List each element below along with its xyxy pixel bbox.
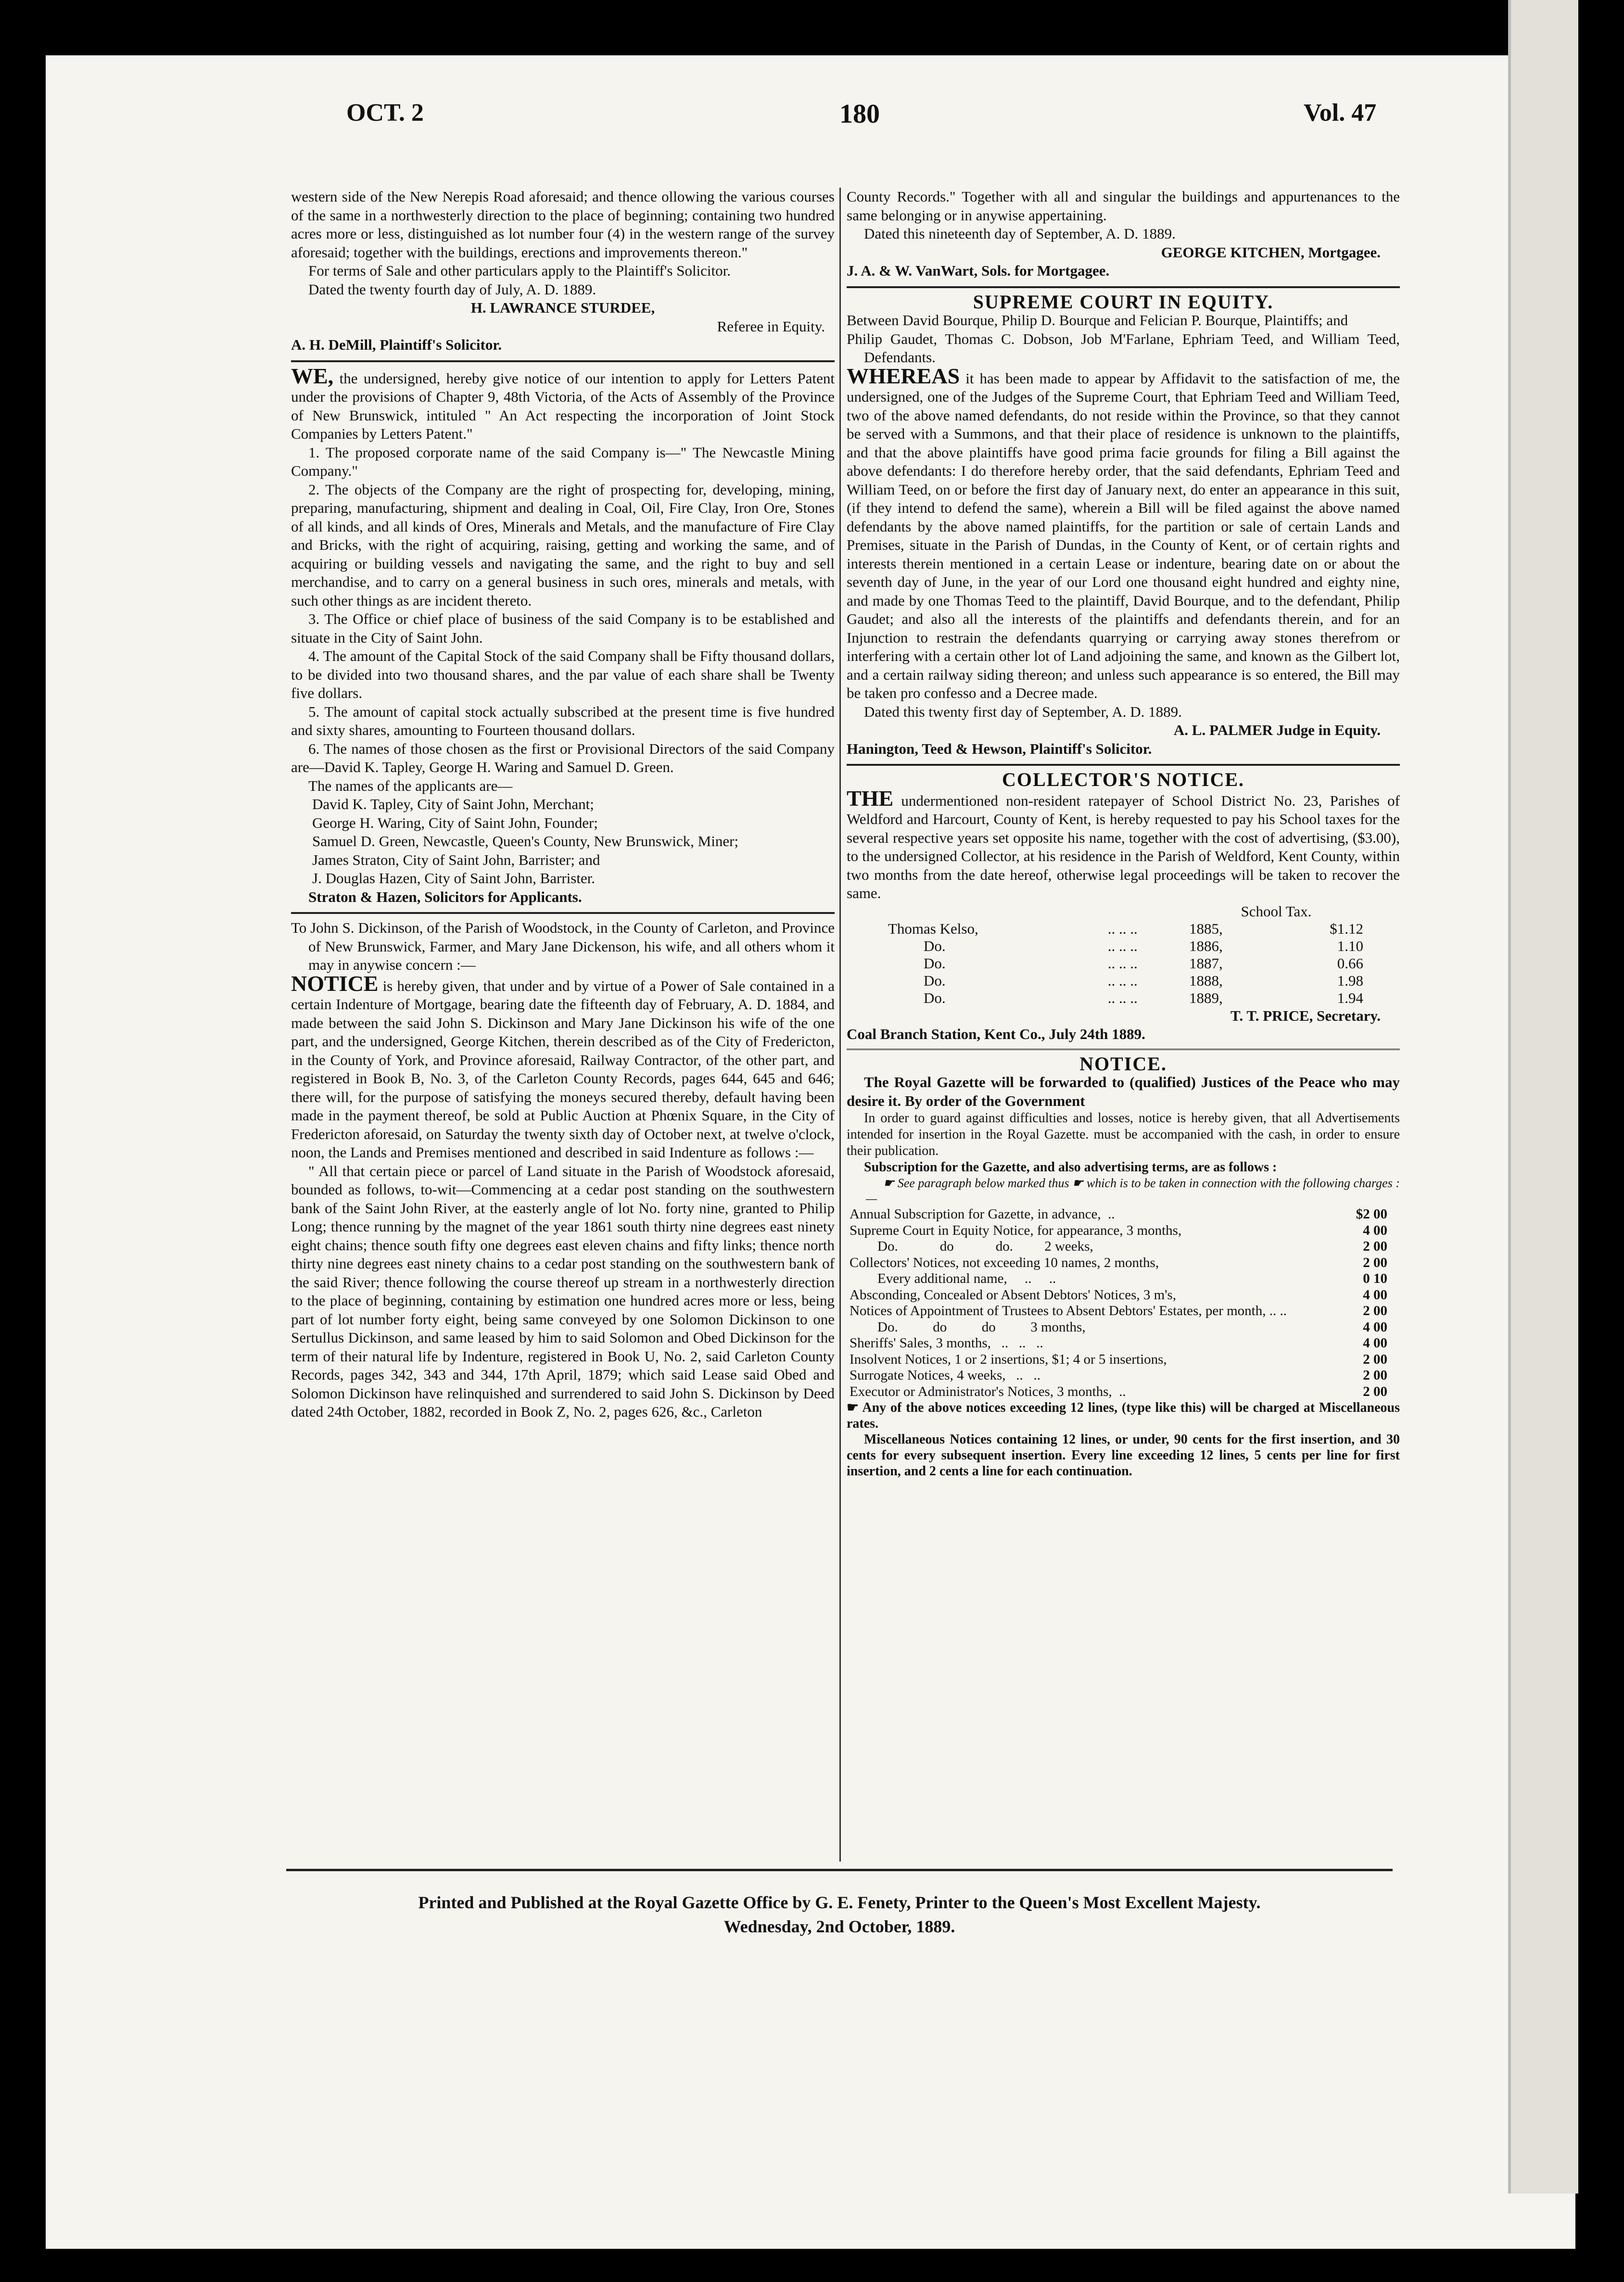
- notice-text: Subscription for the Gazette, and also advertising terms, are as follows :: [864, 1160, 1277, 1175]
- tax-amount: 0.66: [1337, 954, 1363, 972]
- notice-pointer: [847, 1176, 1400, 1206]
- fees-table: [847, 1206, 1390, 1400]
- fee-row: [847, 1352, 1390, 1368]
- tax-dots: .. .. ..: [1107, 937, 1138, 954]
- applicant: Samuel D. Green, Newcastle, Queen's County, New Brunswick, Miner;: [312, 833, 739, 849]
- mortgage-lead: NOTICE: [291, 971, 379, 996]
- divider: [291, 360, 835, 362]
- tax-header-row: [885, 903, 1366, 920]
- equity-dated: Dated this twenty first day of September, A. D. 1889.: [864, 703, 1182, 720]
- tax-row: [885, 938, 1366, 955]
- mining-item: 5. The amount of capital stock actually subscribed at the present time is five hundred and sixty shares, amounting to Fourteen thousand dollars.: [291, 703, 835, 738]
- notice-text: The Royal Gazette will be forwarded to (qualified) Justices of the Peace who may desire it. By order of the Government: [847, 1074, 1400, 1109]
- collector-signature: T. T. PRICE, Secretary.: [1231, 1007, 1381, 1024]
- fee-item: Do. do do 3 months,: [850, 1319, 1086, 1335]
- mortgage-text: is hereby given, that under and by virtue of a Power of Sale contained in a certain Indenture of Mortgage, bearing date the fifteenth day of February, A. D. 1884, and made between the said John S. Dickinson and Mary Jane Dickinson his wife of the one part, and the undersigned, George Kitchen, therein described as of the City of Fredericton, in the County of York, and Province aforesaid, Railway Contractor, of the other part, and registered in Book B, No. 3, of the Carleton County Records, pages 644, 645 and 646; there will, for the purpose of satisfying the moneys secured thereby, default having been made in the payment thereof, be sold at Public Auction at Phœnix Square, in the City of Fredericton aforesaid, on Saturday the twenty sixth day of October next, at twelve o'clock, noon, the Lands and Premises mentioned and described in said Indenture as follows :—: [291, 977, 835, 1161]
- mining-intro-text: the undersigned, hereby give notice of our intention to apply for Letters Patent under the provisions of Chapter 9, 48th Victoria, of the Acts of Assembly of the Province of New Brunswick, intituled " An Act respecting the incorporation of Joint Stock Companies by Letters Patent.": [291, 369, 835, 442]
- pointing-hand-icon: ☛: [883, 1176, 898, 1190]
- applicant: J. Douglas Hazen, City of Saint John, Barrister.: [312, 870, 596, 887]
- pointing-hand-icon: ☛: [847, 1400, 863, 1415]
- tax-name: Thomas Kelso,: [888, 920, 978, 937]
- tax-row: [885, 920, 1366, 938]
- fee-amount: 2 00: [1363, 1255, 1387, 1270]
- tax-dots: .. .. ..: [1107, 972, 1138, 989]
- tax-header: School Tax.: [1241, 902, 1312, 920]
- collector-text: undermentioned non-resident ratepayer of School District No. 23, Parishes of Weldford and Harcourt, County of Kent, is hereby requested to pay his School taxes for the several respective years set opposite his name, together with the cost of advertising, ($3.00), to the undersigned Collector, at his residence in the Parish of Weldford, Kent County, within two months from the date hereof, otherwise legal proceedings will be taken to recover the same.: [847, 792, 1400, 901]
- equity-lead: WHEREAS: [847, 363, 960, 388]
- fee-row: [847, 1303, 1390, 1319]
- tax-row: [885, 989, 1366, 1007]
- equity-heading: SUPREME COURT IN EQUITY.: [973, 291, 1274, 313]
- fee-item: Every additional name, .. ..: [850, 1271, 1056, 1286]
- divider: [847, 764, 1400, 766]
- tax-table: [885, 903, 1366, 1007]
- tax-amount: $1.12: [1330, 920, 1363, 937]
- applicant: George H. Waring, City of Saint John, Founder;: [312, 814, 598, 831]
- notice-text: In order to guard against difficulties and losses, notice is hereby given, that all Advertisements intended for insertion in the Royal Gazette. must be accompanied with the cash, in order to ensure their publication.: [847, 1111, 1400, 1158]
- tax-year: 1886,: [1189, 937, 1223, 954]
- collector-place: Coal Branch Station, Kent Co., July 24th 1889.: [847, 1026, 1145, 1042]
- sale-text: western side of the New Nerepis Road aforesaid; and thence ollowing the various courses of the same in a northwesterly direction to the place of beginning; containing two hundred acres more or less, distinguished as lot number four (4) in the western range of the survey aforesaid; together with the buildings, erections and improvements thereon.": [291, 188, 835, 261]
- fee-amount: 4 00: [1363, 1287, 1387, 1303]
- tax-year: 1887,: [1189, 954, 1223, 972]
- notice-misc: Miscellaneous Notices containing 12 lines, or under, 90 cents for the first insertion, and 30 cents for every subsequent insertion. Every line exceeding 12 lines, 5 cents per line for first insertion, and 2 cents a line for each continuation.: [847, 1432, 1400, 1479]
- fee-amount: 2 00: [1363, 1368, 1387, 1383]
- equity-text: it has been made to appear by Affidavit to the satisfaction of me, the undersigned, one of the Judges of the Supreme Court, that Ephriam Teed and William Teed, two of the above named defendants, do not reside within the Province, so that they cannot be served with a Summons, and that their place of residence is unknown to the plaintiffs, and that the above plaintiffs have good prima facie grounds for filing a Bill against the above defendants: I do therefore hereby order, that the said defendants, Ephriam Teed and William Teed, on or before the first day of January next, do enter an appearance in this suit, (if they intend to defend the same), wherein a Bill will be filed against the above named defendants by the above named plaintiffs, for the partition or sale of certain Lands and Premises, situate in the Parish of Dundas, in the County of Kent, or of certain rights and interests therein mentioned in a certain Lease or indenture, bearing date on or about the seventh day of June, in the year of our Lord one thousand eight hundred and eighty nine, and made by one Thomas Teed to the plaintiff, David Bourque, and to the defendant, Philip Gaudet; and also all the interests of the plaintiffs and defendants therein, and for an Injunction to restrain the defendants quarrying or carrying away stones therefrom or interfering with a certain other lot of Land adjoining the same, and known as the Gilbert lot, and a certain railway siding thereon; and unless such appearance is so entered, the Bill may be taken pro confesso and a Decree made.: [847, 369, 1400, 701]
- fee-item: Annual Subscription for Gazette, in advance, ..: [850, 1206, 1115, 1222]
- fee-amount: 4 00: [1363, 1222, 1387, 1238]
- tax-row: [885, 955, 1366, 972]
- tax-amount: 1.94: [1337, 989, 1363, 1006]
- sale-signature: H. LAWRANCE STURDEE,: [470, 299, 655, 316]
- collector-notice: [847, 786, 1400, 903]
- mining-intro: [291, 363, 835, 444]
- left-column: [291, 188, 835, 1421]
- fee-row: [847, 1368, 1390, 1384]
- fee-amount: 2 00: [1363, 1383, 1387, 1399]
- fee-row: [847, 1255, 1390, 1271]
- imprint-line: Printed and Published at the Royal Gazette Office by G. E. Fenety, Printer to the Queen's Most Excellent Majesty.: [418, 1893, 1261, 1912]
- imprint: [279, 1890, 1400, 1939]
- fee-item: Do. do do. 2 weeks,: [850, 1239, 1093, 1254]
- page-edge: [1508, 0, 1578, 2193]
- tax-amount: 1.98: [1337, 972, 1363, 989]
- fee-amount: 4 00: [1363, 1319, 1387, 1335]
- fee-row: [847, 1206, 1390, 1223]
- equity-party: Between David Bourque, Philip D. Bourque and Felician P. Bourque, Plaintiffs; and: [847, 312, 1348, 329]
- mining-item: The names of the applicants are—: [308, 777, 513, 794]
- applicant: David K. Tapley, City of Saint John, Merchant;: [312, 796, 594, 812]
- tax-dots: .. .. ..: [1107, 920, 1138, 937]
- fee-item: Notices of Appointment of Trustees to Absent Debtors' Estates, per month, .. ..: [850, 1303, 1287, 1318]
- equity-party: Philip Gaudet, Thomas C. Dobson, Job M'Farlane, Ephriam Teed, and William Teed, Defendants.: [847, 330, 1400, 366]
- column-divider: [839, 188, 841, 1862]
- tax-year: 1888,: [1189, 972, 1223, 989]
- sale-signature-title: Referee in Equity.: [717, 317, 825, 335]
- notice-footnote-text: Any of the above notices exceeding 12 lines, (type like this) will be charged at Miscellaneous rates.: [847, 1400, 1400, 1431]
- footer-rule: [286, 1869, 1393, 1871]
- tax-row: [885, 972, 1366, 989]
- tax-dots: .. .. ..: [1107, 954, 1138, 972]
- notice-footnote: [847, 1400, 1400, 1432]
- divider: [291, 912, 835, 914]
- mortgage-signature: GEORGE KITCHEN, Mortgagee.: [1161, 243, 1381, 261]
- tax-year: 1885,: [1189, 920, 1223, 937]
- equity-notice: [847, 363, 1400, 703]
- mining-item: 4. The amount of the Capital Stock of the said Company shall be Fifty thousand dollars, to be divided into two thousand shares, and the par value of each share shall be Twenty five dollars.: [291, 647, 835, 701]
- tax-name: Do.: [924, 937, 946, 954]
- fee-amount: 2 00: [1363, 1303, 1387, 1318]
- mortgage-notice: [291, 971, 835, 1162]
- fee-item: Executor or Administrator's Notices, 3 months, ..: [850, 1383, 1126, 1399]
- header-date: OCT. 2: [346, 99, 424, 127]
- fee-row: [847, 1271, 1390, 1287]
- notice-pointer-text: See paragraph below marked thus ☛ which is to be taken in connection with the following charges :—: [866, 1176, 1400, 1205]
- tax-dots: .. .. ..: [1107, 989, 1138, 1006]
- fee-row: [847, 1319, 1390, 1336]
- mortgage-land: " All that certain piece or parcel of Land situate in the Parish of Woodstock aforesaid, bounded as follows, to-wit—Commencing at a cedar post standing on the southwestern bank of the Saint John River, at the easterly angle of lot No. forty nine, granted to Philip Long; thence running by the magnet of the year 1861 south thirty nine degrees east ninety eight chains; thence south fifty one degrees east eleven chains and fifty links; thence north thirty nine degrees east ninety chains to a cedar post standing on the southwestern bank of the said River; thence following the course thereof up stream in a northwesterly direction to the place of beginning, containing by estimation one hundred acres more or less, being part of lot number forty eight, being same conveyed by one Solomon Dickinson to one Sertullus Dickinson, and same leased by him to said Solomon and Obed Dickinson for the term of their natural life by Indenture, registered in Book U, No. 2, said Carleton County Records, pages 342, 343 and 344, 17th April, 1879; which said Lease said Obed and Solomon Dickinson have relinquished and surrendered to said John S. Dickinson by Deed dated 24th October, 1882, recorded in Book Z, No. 2, pages 626, &c., Carleton: [291, 1162, 835, 1420]
- sale-terms: For terms of Sale and other particulars apply to the Plaintiff's Solicitor.: [308, 262, 731, 279]
- sale-solicitor: A. H. DeMill, Plaintiff's Solicitor.: [291, 336, 502, 353]
- sale-dated: Dated the twenty fourth day of July, A. D. 1889.: [308, 280, 596, 298]
- fee-amount: 0 10: [1363, 1271, 1387, 1286]
- fee-item: Absconding, Concealed or Absent Debtors' Notices, 3 m's,: [850, 1287, 1176, 1303]
- fee-amount: $2 00: [1356, 1206, 1387, 1222]
- fee-amount: 2 00: [1363, 1239, 1387, 1254]
- fee-item: Collectors' Notices, not exceeding 10 names, 2 months,: [850, 1255, 1159, 1270]
- fee-row: [847, 1223, 1390, 1239]
- divider: [847, 286, 1400, 288]
- tax-name: Do.: [924, 954, 946, 972]
- fee-amount: 4 00: [1363, 1335, 1387, 1351]
- tax-year: 1889,: [1189, 989, 1223, 1006]
- collector-lead: THE: [847, 786, 894, 811]
- divider: [847, 1049, 1400, 1050]
- fee-amount: 2 00: [1363, 1351, 1387, 1367]
- fee-row: [847, 1287, 1390, 1304]
- mining-solicitors: Straton & Hazen, Solicitors for Applicants.: [308, 888, 582, 905]
- fee-item: Surrogate Notices, 4 weeks, .. ..: [850, 1368, 1041, 1383]
- fee-item: Sheriffs' Sales, 3 months, .. .. ..: [850, 1335, 1043, 1351]
- fee-item: Insolvent Notices, 1 or 2 insertions, $1; 4 or 5 insertions,: [850, 1351, 1167, 1367]
- mortgage-address: To John S. Dickinson, of the Parish of Woodstock, in the County of Carleton, and Province of New Brunswick, Farmer, and Mary Jane Dickenson, his wife, and all others whom it may in anywise concern :—: [291, 919, 835, 973]
- collector-heading: COLLECTOR'S NOTICE.: [1002, 769, 1245, 790]
- mortgage-cont: County Records." Together with all and singular the buildings and appurtenances to the same belonging or in anywise appertaining.: [847, 188, 1400, 224]
- fee-row: [847, 1239, 1390, 1255]
- equity-signature: A. L. PALMER Judge in Equity.: [1173, 722, 1381, 738]
- notice-heading: NOTICE.: [1079, 1052, 1167, 1075]
- tax-amount: 1.10: [1337, 937, 1363, 954]
- header-page-number: 180: [839, 99, 880, 129]
- mining-item: 6. The names of those chosen as the first or Provisional Directors of the said Company are—David K. Tapley, George H. Waring and Samuel D. Green.: [291, 740, 835, 775]
- fee-row: [847, 1384, 1390, 1400]
- tax-name: Do.: [924, 989, 946, 1006]
- mortgage-solicitors: J. A. & W. VanWart, Sols. for Mortgagee.: [847, 262, 1110, 279]
- mining-item: 3. The Office or chief place of business of the said Company is to be established and situate in the City of Saint John.: [291, 610, 835, 646]
- applicant: James Straton, City of Saint John, Barrister; and: [312, 851, 600, 868]
- fee-row: [847, 1335, 1390, 1352]
- right-column: [847, 188, 1400, 1479]
- fee-item: Supreme Court in Equity Notice, for appearance, 3 months,: [850, 1222, 1182, 1238]
- mining-item: 2. The objects of the Company are the right of prospecting for, developing, mining, preparing, manufacturing, shipment and dealing in Coal, Oil, Fire Clay, Iron Ore, Stones of all kinds, and all kinds of Ores, Minerals and Metals, and the manufacture of Fire Clay and Bricks, with the right of acquiring, raising, getting and working the same, and of acquiring or building vessels and navigating the same, and the right to buy and sell merchandise, and to carry on a general business in such ores, minerals and metals, with such other things as are incident thereto.: [291, 481, 835, 609]
- imprint-date: Wednesday, 2nd October, 1889.: [723, 1917, 955, 1936]
- mining-item: 1. The proposed corporate name of the said Company is—" The Newcastle Mining Company.": [291, 444, 835, 479]
- mortgage-dated: Dated this nineteenth day of September, A. D. 1889.: [864, 225, 1176, 242]
- tax-name: Do.: [924, 972, 946, 989]
- mining-intro-lead: WE,: [291, 363, 334, 388]
- header-volume: Vol. 47: [1304, 99, 1377, 127]
- equity-solicitors: Hanington, Teed & Hewson, Plaintiff's Solicitor.: [847, 740, 1152, 757]
